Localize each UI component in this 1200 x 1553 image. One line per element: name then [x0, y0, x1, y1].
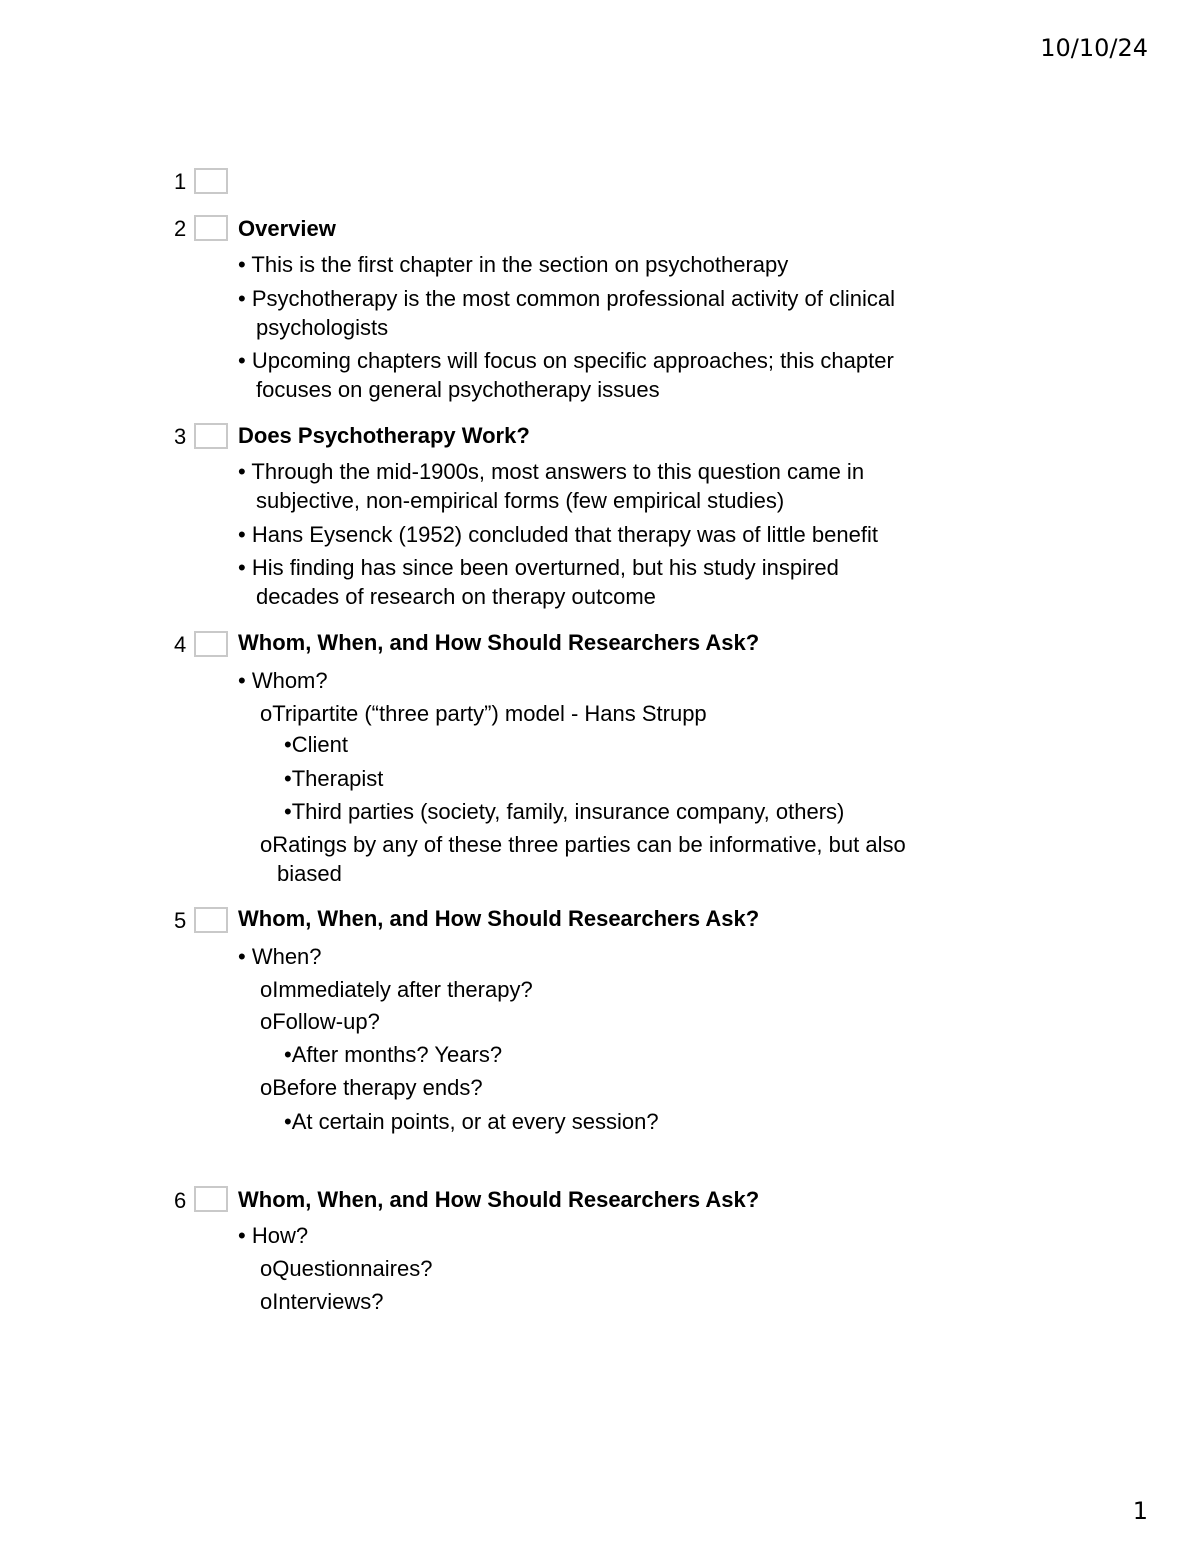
slide-thumbnail[interactable]: [194, 215, 228, 241]
bullet-line-wrap: subjective, non-empirical forms (few empirical studies): [256, 488, 785, 513]
sub-sub-bullet-line: •Client: [284, 732, 348, 757]
slide-number: 4: [174, 632, 187, 657]
slide-title: Overview: [238, 216, 336, 241]
sub-bullet-line-wrap: biased: [277, 861, 342, 886]
sub-bullet-line: oFollow-up?: [260, 1009, 380, 1034]
slide-title: Whom, When, and How Should Researchers Ask?: [238, 630, 760, 655]
bullet-line: • Hans Eysenck (1952) concluded that therapy was of little benefit: [238, 522, 878, 547]
slide-number: 6: [174, 1188, 187, 1213]
page-number: 1: [1132, 1497, 1148, 1525]
slide-number: 3: [174, 424, 187, 449]
bullet-line-wrap: decades of research on therapy outcome: [256, 584, 656, 609]
sub-bullet-line: oInterviews?: [260, 1289, 384, 1314]
sub-sub-bullet-line: •At certain points, or at every session?: [284, 1109, 659, 1134]
sub-sub-bullet-line: •Third parties (society, family, insurance company, others): [284, 799, 845, 824]
bullet-line: • His finding has since been overturned, but his study inspired: [238, 555, 839, 580]
slide-title: Does Psychotherapy Work?: [238, 423, 530, 448]
slide-thumbnail[interactable]: [194, 907, 228, 933]
bullet-line: • Upcoming chapters will focus on specific approaches; this chapter: [238, 348, 894, 373]
bullet-line-wrap: psychologists: [256, 315, 389, 340]
bullet-line-wrap: focuses on general psychotherapy issues: [256, 377, 660, 402]
bullet-line: • Whom?: [238, 668, 328, 693]
bullet-line: • Psychotherapy is the most common professional activity of clinical: [238, 286, 895, 311]
bullet-line: • Through the mid-1900s, most answers to this question came in: [238, 459, 865, 484]
sub-bullet-line: oTripartite (“three party”) model - Hans Strupp: [260, 701, 707, 726]
slide-number: 5: [174, 908, 187, 933]
sub-bullet-line: oBefore therapy ends?: [260, 1075, 483, 1100]
print-date: 10/10/24: [1040, 34, 1148, 62]
slide-title: Whom, When, and How Should Researchers Ask?: [238, 1187, 760, 1212]
slide-thumbnail[interactable]: [194, 1186, 228, 1212]
slide-number: 1: [174, 169, 187, 194]
slide-thumbnail[interactable]: [194, 631, 228, 657]
slide-number: 2: [174, 216, 187, 241]
sub-bullet-line: oRatings by any of these three parties can be informative, but also: [260, 832, 906, 857]
bullet-line: • How?: [238, 1223, 309, 1248]
bullet-line: • When?: [238, 944, 322, 969]
sub-bullet-line: oImmediately after therapy?: [260, 977, 533, 1002]
sub-bullet-line: oQuestionnaires?: [260, 1256, 433, 1281]
slide-thumbnail[interactable]: [194, 168, 228, 194]
sub-sub-bullet-line: •After months? Years?: [284, 1042, 503, 1067]
sub-sub-bullet-line: •Therapist: [284, 766, 384, 791]
slide-title: Whom, When, and How Should Researchers Ask?: [238, 906, 760, 931]
bullet-line: • This is the first chapter in the section on psychotherapy: [238, 252, 789, 277]
slide-thumbnail[interactable]: [194, 423, 228, 449]
